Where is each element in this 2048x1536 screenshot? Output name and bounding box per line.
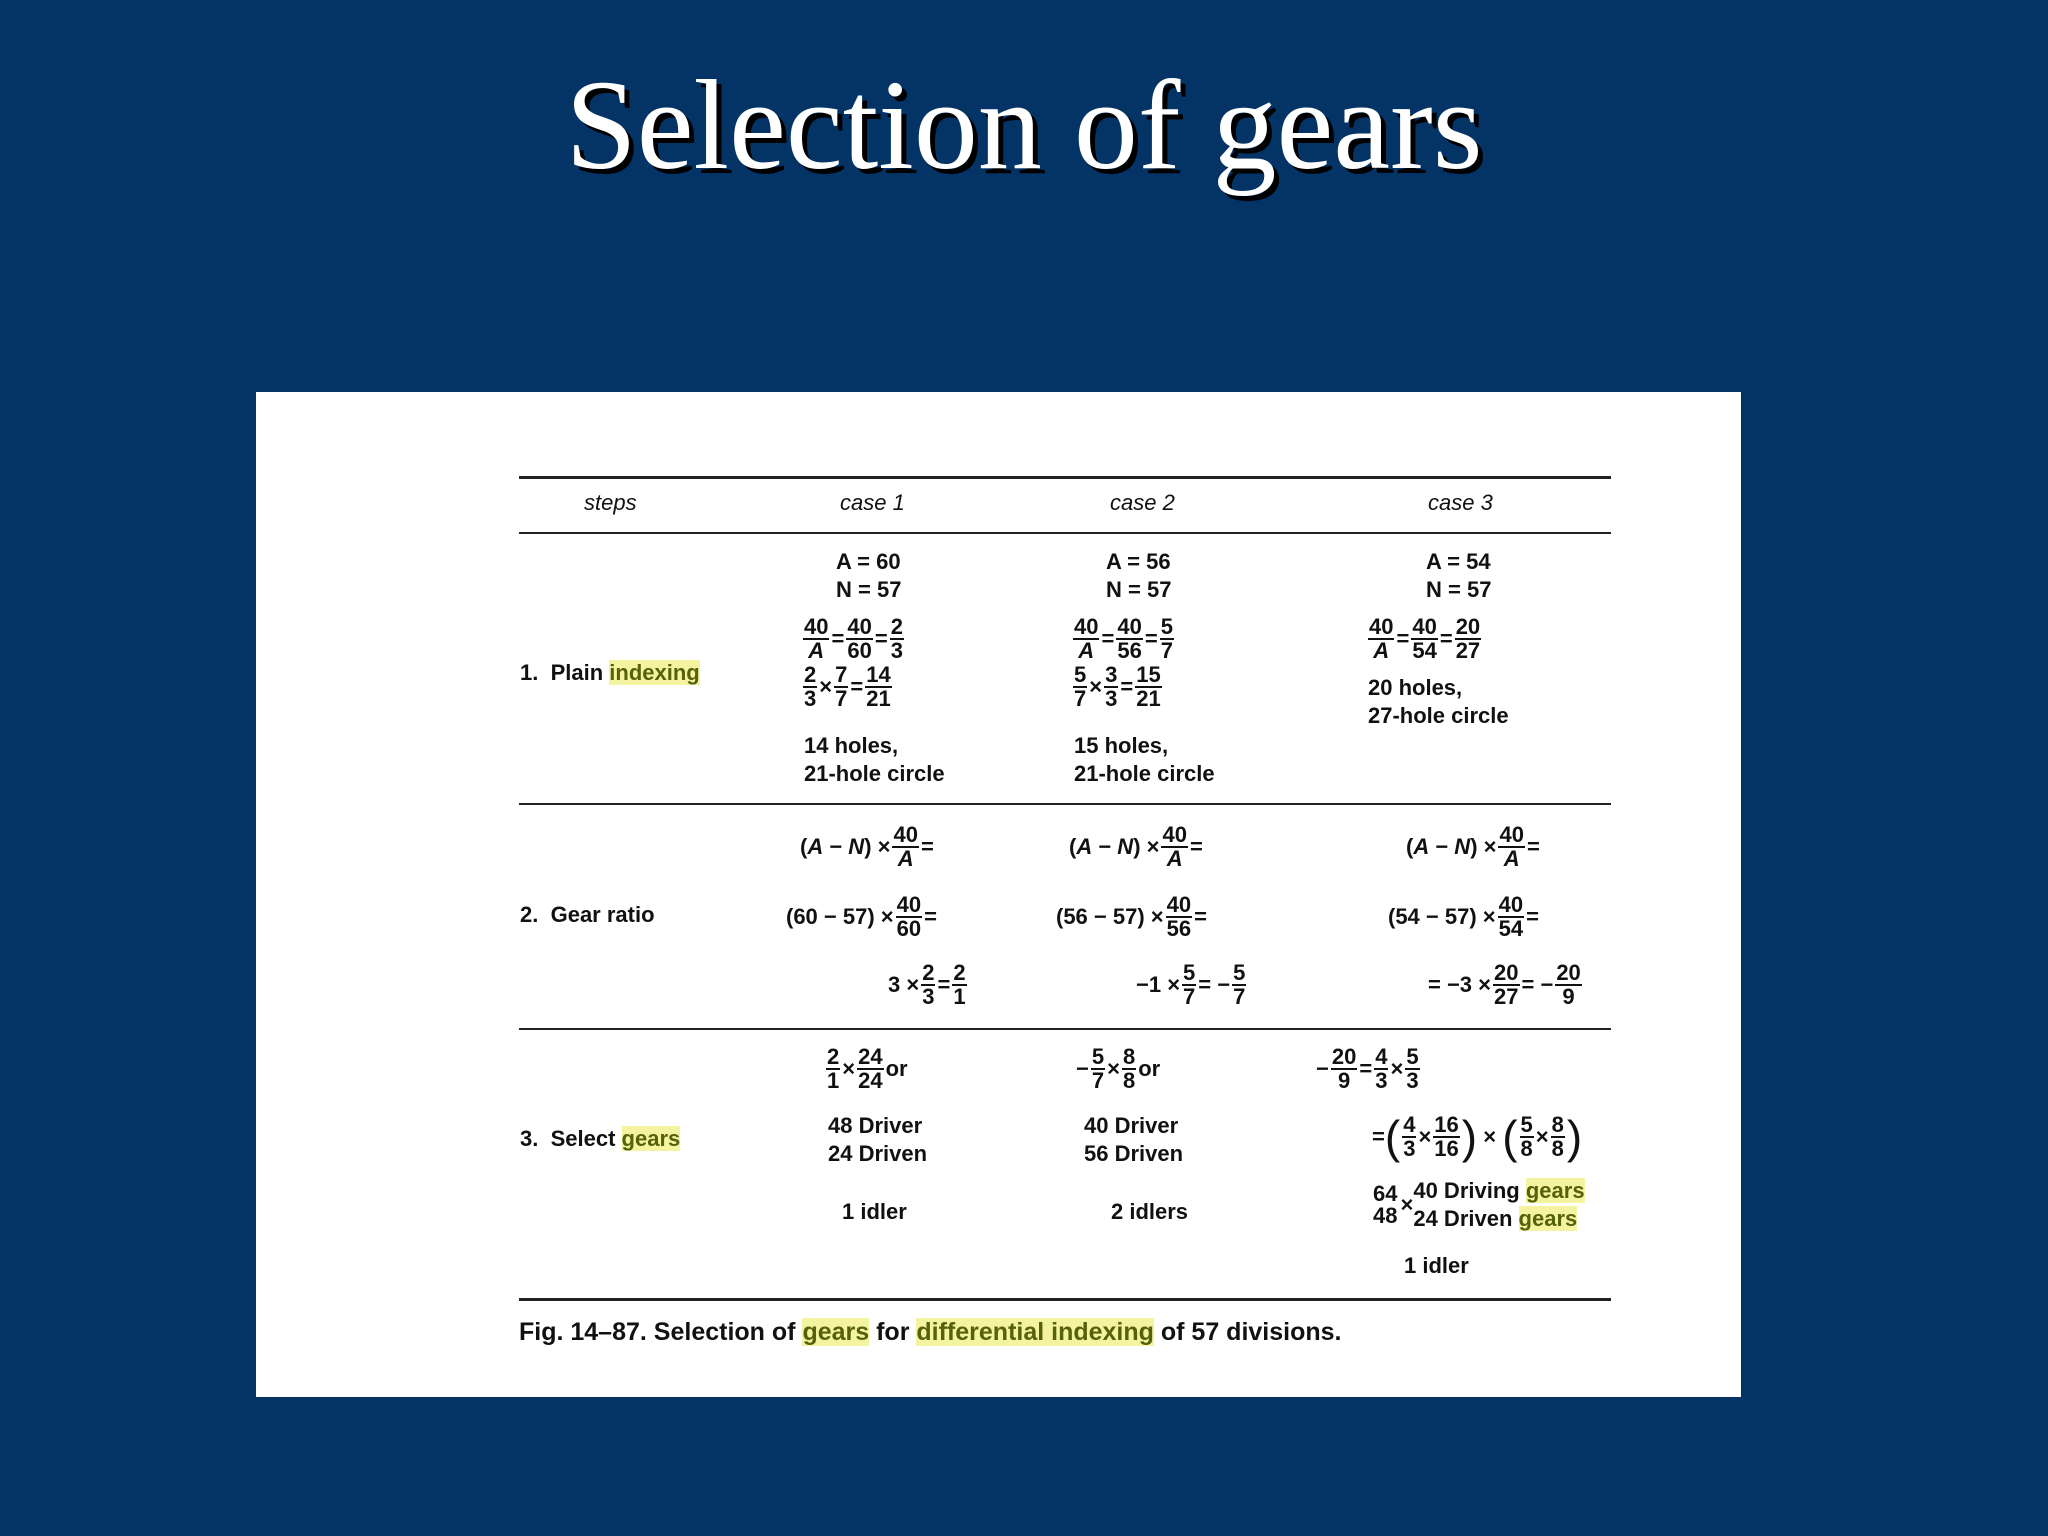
row1-case1-holes: 14 holes, xyxy=(804,733,899,758)
row3-case3-driven-gears: gears xyxy=(1518,1206,1578,1231)
row2-label-number: 2. xyxy=(520,902,539,927)
row3-case1-driver: 48 Driver xyxy=(828,1113,923,1138)
row3-label xyxy=(520,1126,680,1152)
header-rule xyxy=(519,532,1611,534)
row3-case2-driven: 56 Driven xyxy=(1084,1141,1184,1166)
row1-label xyxy=(520,660,700,686)
table-bottom-rule xyxy=(519,1298,1611,1301)
row1-case1-n: N = 57 xyxy=(836,577,902,602)
row2-case3-result: = −3 × $\frac{20}{27}$ = − $\frac{20}{9}$ xyxy=(1428,960,1581,1009)
row1-case1-circle: 21-hole circle xyxy=(804,761,945,786)
row1-case1-product: $\frac{2}{3}$ × $\frac{7}{7}$ = $\frac{14}{21}$ xyxy=(804,662,891,711)
header-case-3: case 3 xyxy=(1428,490,1493,515)
caption-suffix: of 57 divisions. xyxy=(1160,1318,1342,1346)
row1-case2-a: A = 56 xyxy=(1106,549,1171,574)
header-case-1: case 1 xyxy=(840,490,905,515)
row2-case1-formula: ( A − N ) × $\frac{40}{A}$ = xyxy=(800,822,934,871)
row3-case2-ratio: − $\frac{5}{7}$ × $\frac{8}{8}$ or xyxy=(1076,1044,1161,1093)
row2-case2-substitution: (56 − 57) × $\frac{40}{56}$ = xyxy=(1056,892,1207,941)
row1-case3-circle: 27-hole circle xyxy=(1368,703,1509,728)
row2-case1-result: 3 × $\frac{2}{3}$ = $\frac{2}{1}$ xyxy=(888,960,966,1009)
row2-case1-substitution: (60 − 57) × $\frac{40}{60}$ = xyxy=(786,892,937,941)
row3-case2-idlers: 2 idlers xyxy=(1111,1199,1189,1224)
row1-case3-holes: 20 holes, xyxy=(1368,675,1463,700)
table-top-rule xyxy=(519,476,1611,479)
row3-case2-driver: 40 Driver xyxy=(1084,1113,1179,1138)
row3-label-number: 3. xyxy=(520,1126,539,1151)
row1-case2-product: $\frac{5}{7}$ × $\frac{3}{3}$ = $\frac{15}{21}$ xyxy=(1074,662,1161,711)
row2-rule xyxy=(519,1028,1611,1030)
row1-label-highlight: indexing xyxy=(609,660,700,685)
row3-case2-or: or xyxy=(1138,1056,1161,1081)
row2-case3-formula: ( A − N ) × $\frac{40}{A}$ = xyxy=(1406,822,1540,871)
caption-gears: gears xyxy=(802,1318,870,1346)
row1-case3-a: A = 54 xyxy=(1426,549,1491,574)
row2-case3-substitution: (54 − 57) × $\frac{40}{54}$ = xyxy=(1388,892,1539,941)
row2-case2-formula: ( A − N ) × $\frac{40}{A}$ = xyxy=(1069,822,1203,871)
caption-differential-indexing: differential indexing xyxy=(916,1318,1154,1346)
row2-label-text: Gear ratio xyxy=(550,902,655,927)
figure-caption xyxy=(519,1318,1341,1347)
row2-case2-result: −1 × $\frac{5}{7}$ = − $\frac{5}{7}$ xyxy=(1136,960,1246,1009)
row1-case2-circle: 21-hole circle xyxy=(1074,761,1215,786)
row3-case3-gears: 64 48 × 40 Driving gears 24 Driven gears xyxy=(1373,1178,1585,1231)
row3-case3-idlers: 1 idler xyxy=(1404,1253,1469,1278)
row3-case3-expansion: = ( $\frac{4}{3}$ × $\frac{16}{16}$ ) × ( $\frac{5}{8}$ × $\frac{8}{8}$ ) xyxy=(1372,1111,1583,1163)
row3-label-highlight: gears xyxy=(621,1126,681,1151)
row3-case1-idlers: 1 idler xyxy=(842,1199,907,1224)
row1-label-prefix: Plain xyxy=(550,660,604,685)
header-case-2: case 2 xyxy=(1110,490,1175,515)
row1-rule xyxy=(519,803,1611,805)
row1-case3-fraction: $\frac{40}{A}$ = $\frac{40}{54}$ = $\frac{20}{27}$ xyxy=(1369,614,1481,663)
caption-prefix: Fig. 14–87. Selection of xyxy=(519,1318,796,1346)
row1-case1-fraction: $\frac{40}{A}$ = $\frac{40}{60}$ = $\frac{2}{3}$ xyxy=(804,614,903,663)
header-steps: steps xyxy=(584,490,637,515)
row3-case3-driving: 40 Driving xyxy=(1413,1178,1520,1203)
row3-case3-driving-gears: gears xyxy=(1525,1178,1585,1203)
row1-case3-n: N = 57 xyxy=(1426,577,1492,602)
caption-for: for xyxy=(876,1318,910,1346)
figure-image xyxy=(256,392,1741,1397)
slide-title: Selection of gears xyxy=(565,54,1483,196)
row3-case1-or: or xyxy=(885,1056,908,1081)
row3-case1-driven: 24 Driven xyxy=(828,1141,928,1166)
row1-case1-a: A = 60 xyxy=(836,549,901,574)
row1-case2-fraction: $\frac{40}{A}$ = $\frac{40}{56}$ = $\frac{5}{7}$ xyxy=(1074,614,1173,663)
row3-case3-ratio: − $\frac{20}{9}$ = $\frac{4}{3}$ × $\frac{5}{3}$ xyxy=(1316,1044,1419,1093)
row1-case2-n: N = 57 xyxy=(1106,577,1172,602)
row3-case3-driven: 24 Driven xyxy=(1413,1206,1513,1231)
row1-label-number: 1. xyxy=(520,660,539,685)
row2-label xyxy=(520,902,655,928)
row3-label-prefix: Select xyxy=(550,1126,616,1151)
row3-case1-ratio: $\frac{2}{1}$ × $\frac{24}{24}$ or xyxy=(827,1044,908,1093)
row1-case2-holes: 15 holes, xyxy=(1074,733,1169,758)
